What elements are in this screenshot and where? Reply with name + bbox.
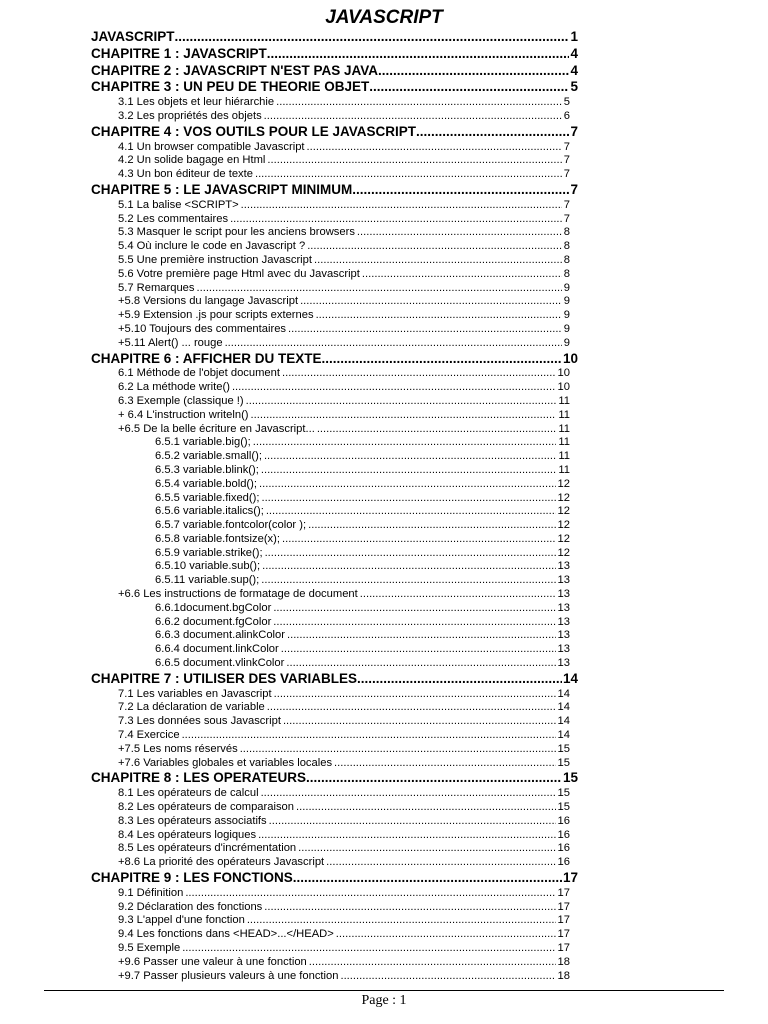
toc-entry-page-number: 11	[558, 394, 570, 407]
toc-entry-label: 5.1 La balise <SCRIPT>	[118, 198, 239, 211]
toc-subsection-entry[interactable]	[91, 629, 578, 643]
toc-dot-leader	[307, 141, 562, 155]
document-title: JAVASCRIPT	[325, 7, 443, 28]
toc-entry-label: CHAPITRE 1 : JAVASCRIPT	[91, 45, 267, 61]
toc-entry-page-number: 15	[557, 787, 570, 800]
toc-dot-leader	[336, 928, 556, 942]
toc-section-entry[interactable]	[91, 942, 578, 956]
toc-entry-page-number: 9	[563, 295, 570, 308]
toc-section-entry[interactable]	[91, 199, 578, 213]
toc-dot-leader	[255, 168, 562, 182]
toc-entry-page-number: 16	[557, 842, 570, 855]
toc-entry-label: +6.6 Les instructions de formatage de document	[118, 588, 358, 601]
toc-section-entry[interactable]	[91, 787, 578, 801]
toc-entry-label: 5.2 Les commentaires	[118, 212, 229, 225]
toc-dot-leader	[182, 729, 556, 743]
toc-entry-label: 6.6.1document.bgColor	[155, 601, 272, 614]
toc-dot-leader	[261, 574, 555, 588]
toc-dot-leader	[265, 547, 556, 561]
toc-dot-leader	[225, 337, 562, 351]
toc-entry-label: 6.5.4 variable.bold();	[155, 477, 257, 490]
toc-entry-label: CHAPITRE 4 : VOS OUTILS POUR LE JAVASCRIPT	[91, 123, 417, 139]
toc-entry-label: +5.10 Toujours des commentaires	[118, 322, 287, 335]
toc-dot-leader	[416, 124, 569, 141]
toc-section-entry[interactable]	[91, 801, 578, 815]
toc-entry-label: +6.5 De la belle écriture en Javascript...	[118, 422, 315, 435]
toc-section-entry[interactable]	[91, 423, 578, 437]
toc-dot-leader	[306, 770, 562, 787]
toc-section-entry[interactable]	[91, 367, 578, 381]
toc-section-entry[interactable]	[91, 282, 578, 296]
toc-entry-page-number: 9	[563, 281, 570, 294]
toc-entry-label: 6.5.1 variable.big();	[155, 436, 251, 449]
toc-dot-leader	[282, 533, 556, 547]
toc-section-entry[interactable]	[91, 141, 578, 155]
toc-subsection-entry[interactable]	[91, 450, 578, 464]
toc-section-entry[interactable]	[91, 743, 578, 757]
toc-entry-page-number: 11	[558, 422, 570, 435]
toc-entry-page-number: 13	[557, 615, 570, 628]
toc-dot-leader	[264, 901, 555, 915]
toc-section-entry[interactable]	[91, 409, 578, 423]
toc-entry-page-number: 10	[557, 381, 570, 394]
toc-chapter-entry[interactable]	[91, 63, 578, 80]
toc-dot-leader	[261, 787, 556, 801]
toc-entry-page-number: 13	[557, 601, 570, 614]
toc-entry-label: 6.6.2 document.fgColor	[155, 615, 272, 628]
toc-entry-label: 9.4 Les fonctions dans <HEAD>...</HEAD>	[118, 928, 334, 941]
toc-entry-page-number: 17	[557, 928, 570, 941]
toc-section-entry[interactable]	[91, 254, 578, 268]
toc-dot-leader	[378, 63, 569, 80]
toc-entry-label: 6.5.2 variable.small();	[155, 450, 262, 463]
toc-entry-label: + 6.4 L'instruction writeln()	[118, 408, 249, 421]
toc-entry-label: 7.2 La déclaration de variable	[118, 701, 265, 714]
toc-entry-page-number: 14	[557, 715, 570, 728]
toc-entry-page-number: 11	[558, 408, 570, 421]
toc-dot-leader	[360, 588, 556, 602]
toc-dot-leader	[288, 323, 562, 337]
toc-entry-page-number: 8	[563, 240, 570, 253]
toc-dot-leader	[340, 970, 555, 984]
toc-section-entry[interactable]	[91, 309, 578, 323]
toc-entry-label: 4.2 Un solide bagage en Html	[118, 154, 266, 167]
toc-dot-leader	[182, 942, 555, 956]
toc-entry-label: 3.1 Les objets et leur hiérarchie	[118, 96, 275, 109]
toc-subsection-entry[interactable]	[91, 505, 578, 519]
toc-dot-leader	[266, 505, 556, 519]
toc-entry-label: 6.1 Méthode de l'objet document	[118, 367, 280, 380]
toc-subsection-entry[interactable]	[91, 464, 578, 478]
toc-dot-leader	[261, 492, 555, 506]
toc-entry-label: JAVASCRIPT	[91, 29, 175, 44]
toc-entry-page-number: 7	[570, 181, 578, 197]
toc-chapter-entry[interactable]	[91, 671, 578, 688]
toc-section-entry[interactable]	[91, 240, 578, 254]
toc-section-entry[interactable]	[91, 688, 578, 702]
toc-section-entry[interactable]	[91, 928, 578, 942]
toc-entry-page-number: 18	[557, 969, 570, 982]
toc-dot-leader	[259, 478, 556, 492]
toc-dot-leader	[314, 254, 562, 268]
toc-section-entry[interactable]	[91, 829, 578, 843]
toc-dot-leader	[175, 29, 570, 46]
toc-dot-leader	[241, 199, 562, 213]
toc-section-entry[interactable]	[91, 395, 578, 409]
toc-entry-label: 6.5.8 variable.fontsize(x);	[155, 532, 280, 545]
toc-entry-label: 5.5 Une première instruction Javascript	[118, 253, 313, 266]
toc-chapter-entry[interactable]	[91, 182, 578, 199]
toc-entry-page-number: 13	[557, 574, 570, 587]
toc-entry-label: CHAPITRE 9 : LES FONCTIONS	[91, 870, 293, 886]
toc-section-entry[interactable]	[91, 110, 578, 124]
toc-entry-label: 4.3 Un bon éditeur de texte	[118, 168, 253, 181]
toc-section-entry[interactable]	[91, 226, 578, 240]
toc-entry-label: 8.3 Les opérateurs associatifs	[118, 814, 267, 827]
toc-entry-label: +9.7 Passer plusieurs valeurs à une fonction	[118, 969, 339, 982]
toc-entry-label: 9.2 Déclaration des fonctions	[118, 900, 263, 913]
toc-dot-leader	[246, 395, 557, 409]
toc-entry-label: 6.6.4 document.linkColor	[155, 643, 279, 656]
toc-section-entry[interactable]	[91, 815, 578, 829]
toc-dot-leader	[281, 643, 556, 657]
toc-dot-leader	[262, 560, 555, 574]
toc-entry-page-number: 17	[557, 914, 570, 927]
toc-entry-page-number: 10	[562, 350, 578, 366]
toc-entry-label: 6.5.5 variable.fixed();	[155, 491, 260, 504]
toc-entry-page-number: 11	[558, 450, 570, 463]
toc-subsection-entry[interactable]	[91, 616, 578, 630]
toc-entry-label: 9.3 L'appel d'une fonction	[118, 914, 245, 927]
toc-dot-leader	[322, 351, 562, 368]
toc-entry-page-number: 5	[570, 79, 578, 95]
toc-subsection-entry[interactable]	[91, 574, 578, 588]
toc-entry-page-number: 12	[557, 546, 570, 559]
toc-dot-leader	[357, 226, 562, 240]
toc-entry-page-number: 7	[563, 212, 570, 225]
toc-entry-label: 5.4 Où inclure le code en Javascript ?	[118, 240, 306, 253]
toc-dot-leader	[282, 367, 556, 381]
toc-entry-page-number: 14	[562, 670, 578, 686]
toc-entry-label: 6.5.10 variable.sub();	[155, 560, 261, 573]
toc-subsection-entry[interactable]	[91, 602, 578, 616]
toc-entry-label: 5.6 Votre première page Html avec du Javascript	[118, 267, 360, 280]
toc-dot-leader	[352, 182, 569, 199]
toc-entry-label: 8.2 Les opérateurs de comparaison	[118, 801, 295, 814]
toc-dot-leader	[240, 743, 556, 757]
toc-section-entry[interactable]	[91, 213, 578, 227]
toc-entry-page-number: 12	[557, 519, 570, 532]
toc-entry-label: CHAPITRE 8 : LES OPERATEURS	[91, 770, 307, 786]
toc-entry-page-number: 9	[563, 309, 570, 322]
toc-entry-page-number: 17	[562, 870, 578, 886]
toc-section-entry[interactable]	[91, 337, 578, 351]
toc-dot-leader	[357, 671, 562, 688]
toc-dot-leader	[267, 701, 556, 715]
toc-section-entry[interactable]	[91, 970, 578, 984]
toc-dot-leader	[273, 616, 555, 630]
toc-entry-label: 4.1 Un browser compatible Javascript	[118, 140, 305, 153]
toc-dot-leader	[197, 282, 562, 296]
toc-dot-leader	[185, 887, 555, 901]
toc-entry-label: 8.5 Les opérateurs d'incrémentation	[118, 842, 297, 855]
toc-section-entry[interactable]	[91, 323, 578, 337]
toc-entry-page-number: 11	[558, 436, 570, 449]
toc-section-entry[interactable]	[91, 96, 578, 110]
toc-dot-leader	[267, 46, 570, 63]
toc-section-entry[interactable]	[91, 956, 578, 970]
toc-dot-leader	[362, 268, 562, 282]
toc-entry-label: 3.2 Les propriétés des objets	[118, 109, 262, 122]
toc-entry-page-number: 13	[557, 629, 570, 642]
toc-entry-page-number: 12	[557, 532, 570, 545]
toc-entry-label: 6.5.6 variable.italics();	[155, 505, 264, 518]
toc-dot-leader	[334, 757, 556, 771]
toc-chapter-entry[interactable]	[91, 124, 578, 141]
toc-dot-leader	[276, 96, 562, 110]
toc-entry-page-number: 14	[557, 729, 570, 742]
toc-dot-leader	[287, 629, 556, 643]
toc-entry-label: 5.7 Remarques	[118, 281, 195, 294]
toc-entry-page-number: 7	[563, 198, 570, 211]
toc-entry-page-number: 17	[557, 900, 570, 913]
toc-subsection-entry[interactable]	[91, 533, 578, 547]
toc-entry-label: 6.6.5 document.vlinkColor	[155, 657, 285, 670]
toc-entry-page-number: 15	[557, 742, 570, 755]
toc-subsection-entry[interactable]	[91, 519, 578, 533]
toc-entry-label: CHAPITRE 3 : UN PEU DE THEORIE OBJET	[91, 79, 370, 95]
toc-dot-leader	[300, 295, 562, 309]
toc-dot-leader	[296, 801, 556, 815]
toc-entry-label: 9.1 Définition	[118, 886, 184, 899]
toc-entry-page-number: 9	[563, 336, 570, 349]
toc-dot-leader	[326, 856, 555, 870]
toc-section-entry[interactable]	[91, 715, 578, 729]
toc-entry-page-number: 16	[557, 856, 570, 869]
toc-entry-page-number: 8	[563, 226, 570, 239]
toc-dot-leader	[264, 110, 562, 124]
toc-chapter-entry[interactable]	[91, 29, 578, 46]
toc-entry-page-number: 4	[570, 62, 578, 78]
toc-chapter-entry[interactable]	[91, 46, 578, 63]
toc-section-entry[interactable]	[91, 588, 578, 602]
toc-entry-page-number: 15	[557, 756, 570, 769]
toc-subsection-entry[interactable]	[91, 657, 578, 671]
toc-dot-leader	[261, 464, 557, 478]
toc-entry-label: 6.6.3 document.alinkColor	[155, 629, 285, 642]
toc-entry-page-number: 14	[557, 687, 570, 700]
footer-rule	[44, 990, 724, 991]
toc-entry-page-number: 15	[562, 770, 578, 786]
toc-entry-label: +5.11 Alert() ... rouge	[118, 336, 223, 349]
toc-dot-leader	[232, 381, 556, 395]
toc-entry-page-number: 14	[557, 701, 570, 714]
toc-entry-page-number: 11	[558, 463, 570, 476]
toc-subsection-entry[interactable]	[91, 492, 578, 506]
toc-dot-leader	[264, 450, 556, 464]
toc-entry-label: 6.3 Exemple (classique !)	[118, 394, 244, 407]
toc-entry-page-number: 13	[557, 657, 570, 670]
toc-section-entry[interactable]	[91, 381, 578, 395]
toc-entry-page-number: 7	[563, 154, 570, 167]
toc-dot-leader	[286, 657, 555, 671]
toc-entry-label: 5.3 Masquer le script pour les anciens browsers	[118, 226, 355, 239]
toc-chapter-entry[interactable]	[91, 770, 578, 787]
toc-dot-leader	[293, 870, 562, 887]
toc-entry-label: CHAPITRE 7 : UTILISER DES VARIABLES	[91, 670, 358, 686]
toc-section-entry[interactable]	[91, 154, 578, 168]
toc-section-entry[interactable]	[91, 295, 578, 309]
toc-section-entry[interactable]	[91, 914, 578, 928]
toc-dot-leader	[369, 79, 569, 96]
toc-entry-label: +7.6 Variables globales et variables locales	[118, 756, 333, 769]
toc-entry-label: 6.5.7 variable.fontcolor(color );	[155, 519, 307, 532]
page-footer: Page : 1	[361, 993, 407, 1008]
toc-entry-page-number: 9	[563, 322, 570, 335]
toc-dot-leader	[309, 956, 556, 970]
toc-entry-page-number: 8	[563, 267, 570, 280]
toc-entry-label: 6.5.3 variable.blink();	[155, 463, 259, 476]
toc-entry-page-number: 7	[563, 140, 570, 153]
toc-entry-page-number: 13	[557, 588, 570, 601]
toc-entry-page-number: 17	[557, 942, 570, 954]
toc-entry-page-number: 12	[557, 505, 570, 518]
toc-entry-label: 7.3 Les données sous Javascript	[118, 715, 281, 728]
toc-entry-page-number: 12	[557, 477, 570, 490]
toc-dot-leader	[267, 154, 561, 168]
toc-dot-leader	[298, 842, 555, 856]
table-of-contents	[91, 29, 578, 983]
toc-dot-leader	[247, 914, 556, 928]
toc-dot-leader	[253, 436, 557, 450]
toc-section-entry[interactable]	[91, 701, 578, 715]
toc-entry-label: 9.5 Exemple	[118, 942, 181, 954]
toc-entry-label: 8.4 Les opérateurs logiques	[118, 828, 257, 841]
toc-section-entry[interactable]	[91, 268, 578, 282]
toc-chapter-entry[interactable]	[91, 79, 578, 96]
toc-section-entry[interactable]	[91, 842, 578, 856]
toc-section-entry[interactable]	[91, 729, 578, 743]
toc-entry-page-number: 5	[563, 96, 570, 109]
toc-dot-leader	[269, 815, 556, 829]
toc-entry-page-number: 8	[563, 253, 570, 266]
toc-entry-label: CHAPITRE 5 : LE JAVASCRIPT MINIMUM	[91, 181, 353, 197]
toc-entry-page-number: 6	[563, 109, 570, 122]
toc-entry-label: 6.5.11 variable.sup();	[155, 574, 260, 587]
toc-entry-page-number: 16	[557, 814, 570, 827]
toc-entry-page-number: 7	[563, 168, 570, 181]
toc-entry-label: +5.8 Versions du langage Javascript	[118, 295, 299, 308]
toc-entry-label: 7.1 Les variables en Javascript	[118, 687, 272, 700]
toc-entry-label: 8.1 Les opérateurs de calcul	[118, 787, 259, 800]
toc-dot-leader	[316, 309, 562, 323]
toc-entry-label: +7.5 Les noms réservés	[118, 742, 238, 755]
toc-dot-leader	[283, 715, 556, 729]
toc-entry-label: 6.5.9 variable.strike();	[155, 546, 263, 559]
toc-entry-page-number: 1	[570, 29, 578, 44]
toc-dot-leader	[258, 829, 555, 843]
toc-dot-leader	[307, 240, 562, 254]
toc-dot-leader	[308, 519, 555, 533]
toc-section-entry[interactable]	[91, 757, 578, 771]
toc-entry-label: +8.6 La priorité des opérateurs Javascript	[118, 856, 325, 869]
toc-entry-page-number: 17	[557, 886, 570, 899]
toc-dot-leader	[230, 213, 562, 227]
toc-section-entry[interactable]	[91, 887, 578, 901]
toc-entry-page-number: 4	[570, 45, 578, 61]
toc-chapter-entry[interactable]	[91, 870, 578, 887]
toc-subsection-entry[interactable]	[91, 478, 578, 492]
toc-section-entry[interactable]	[91, 856, 578, 870]
toc-entry-label: +5.9 Extension .js pour scripts externes	[118, 309, 314, 322]
toc-dot-leader	[251, 409, 557, 423]
toc-entry-page-number: 15	[557, 801, 570, 814]
toc-entry-label: 7.4 Exercice	[118, 729, 180, 742]
toc-subsection-entry[interactable]	[91, 643, 578, 657]
toc-entry-page-number: 10	[557, 367, 570, 380]
toc-subsection-entry[interactable]	[91, 560, 578, 574]
toc-entry-page-number: 13	[557, 643, 570, 656]
toc-entry-label: CHAPITRE 2 : JAVASCRIPT N'EST PAS JAVA	[91, 62, 379, 78]
toc-chapter-entry[interactable]	[91, 351, 578, 368]
toc-entry-label: 6.2 La méthode write()	[118, 381, 230, 394]
toc-subsection-entry[interactable]	[91, 436, 578, 450]
toc-entry-label: +9.6 Passer une valeur à une fonction	[118, 955, 307, 968]
toc-section-entry[interactable]	[91, 901, 578, 915]
toc-entry-page-number: 16	[557, 828, 570, 841]
toc-dot-leader	[273, 602, 555, 616]
toc-dot-leader	[317, 423, 557, 437]
toc-entry-page-number: 13	[557, 560, 570, 573]
toc-entry-label: CHAPITRE 6 : AFFICHER DU TEXTE	[91, 350, 322, 366]
toc-entry-page-number: 12	[557, 491, 570, 504]
toc-dot-leader	[274, 688, 556, 702]
toc-section-entry[interactable]	[91, 168, 578, 182]
toc-subsection-entry[interactable]	[91, 547, 578, 561]
toc-entry-page-number: 18	[557, 955, 570, 968]
toc-entry-page-number: 7	[570, 123, 578, 139]
